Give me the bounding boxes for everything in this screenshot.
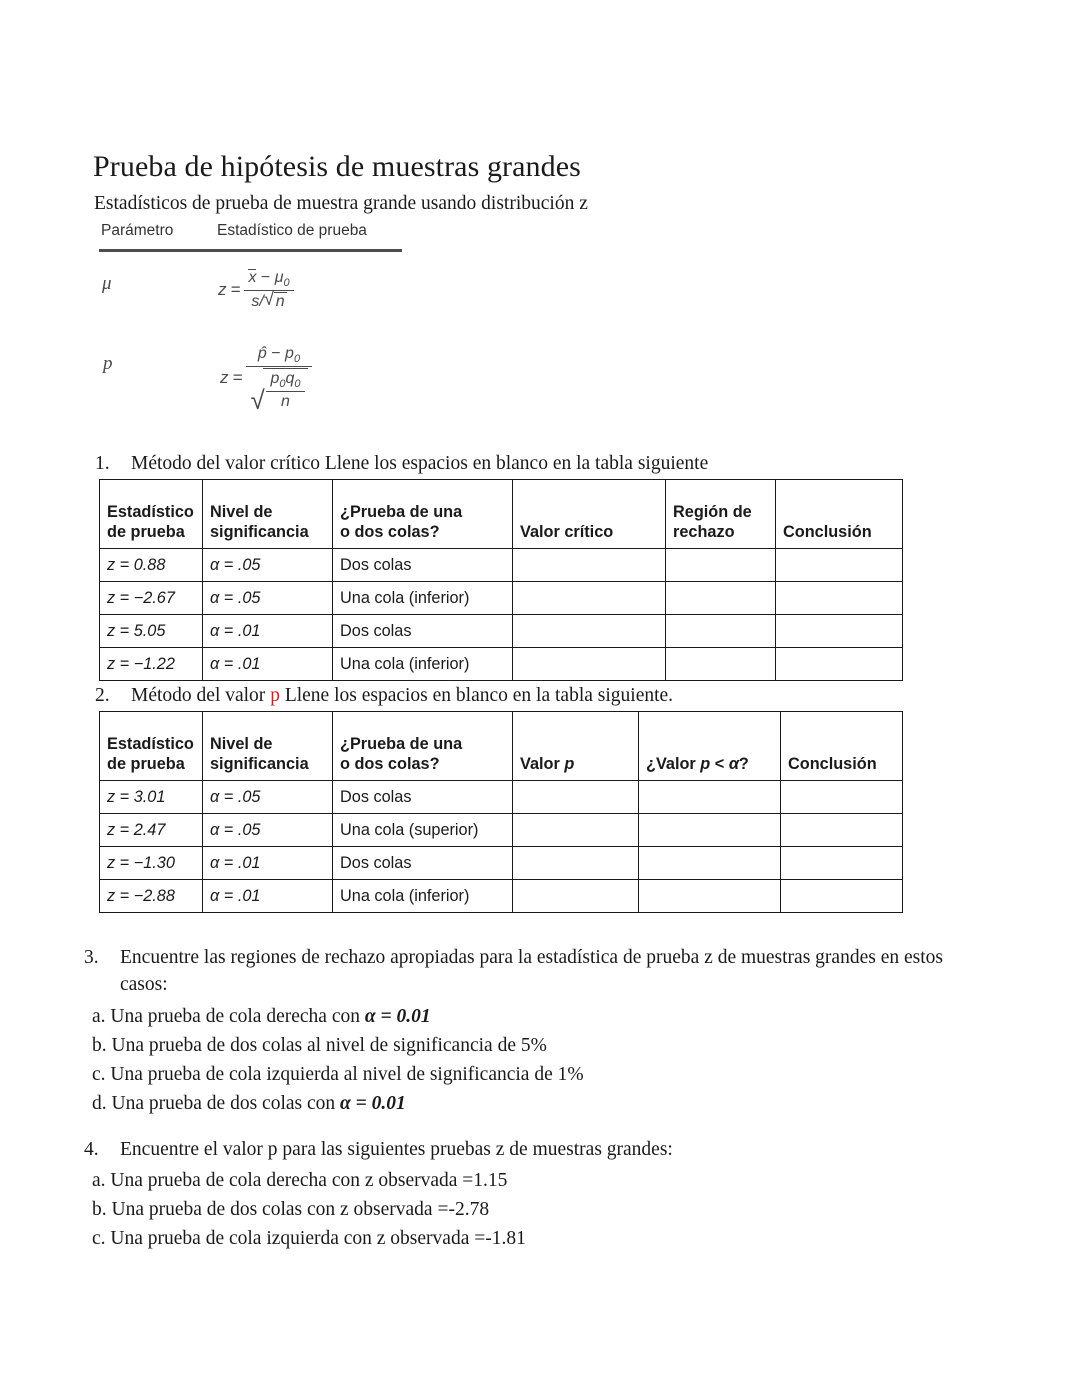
critical-value-table (99, 479, 903, 681)
sub-item-3a (92, 1003, 431, 1030)
header-line-2: de prueba (107, 523, 185, 541)
cell-critical-value[interactable] (513, 615, 666, 648)
cell-critical-value[interactable] (513, 549, 666, 582)
header-p-value (513, 712, 639, 781)
header-tails (333, 480, 513, 549)
table-row (100, 880, 903, 913)
sub-item-text: Una prueba de cola derecha con (110, 1006, 365, 1027)
header-test-statistic (100, 480, 203, 549)
header-line-2: Conclusión (783, 523, 872, 541)
p-symbol: p (285, 345, 294, 362)
header-line-2: Conclusión (788, 755, 877, 773)
sub-item-label: d. (92, 1093, 107, 1114)
item-text: Encuentre las regiones de rechazo apropiadas para la estadística de prueba z de muestras grandes en estos casos: (120, 947, 943, 995)
cell-test-statistic: z = 2.47 (100, 814, 203, 847)
formula-denominator (246, 367, 311, 416)
page-subtitle: Estadísticos de prueba de muestra grande usando distribución z (94, 193, 588, 214)
item2-text-before: Método del valor (131, 685, 271, 706)
parameter-column-header: Parámetro (101, 222, 174, 239)
sub-item-4a (92, 1167, 507, 1194)
cell-conclusion[interactable] (776, 615, 903, 648)
header-test-statistic (100, 712, 203, 781)
cell-tails: Una cola (inferior) (333, 648, 513, 681)
cell-p-less-alpha[interactable] (639, 781, 781, 814)
minus-sign: − (260, 269, 271, 286)
sub-item-label: b. (92, 1199, 107, 1220)
sub-item-text: Una prueba de cola izquierda al nivel de significancia de 1% (110, 1064, 584, 1085)
cell-conclusion[interactable] (776, 648, 903, 681)
cell-p-less-alpha[interactable] (639, 814, 781, 847)
header-line-2: Valor p (520, 755, 575, 773)
p-symbol: p (700, 755, 711, 773)
radicand-fraction (266, 370, 304, 411)
parameter-table-rule (99, 249, 402, 252)
header-critical-value (513, 480, 666, 549)
header-significance (203, 712, 333, 781)
cell-test-statistic: z = −1.22 (100, 648, 203, 681)
item-number: 2. (95, 685, 110, 706)
table-row (100, 781, 903, 814)
cell-test-statistic: z = −2.67 (100, 582, 203, 615)
header-line-1: Estadístico (107, 503, 194, 521)
sub-item-4b (92, 1196, 489, 1223)
cell-rejection-region[interactable] (666, 549, 776, 582)
cell-tails: Dos colas (333, 847, 513, 880)
cell-tails: Dos colas (333, 615, 513, 648)
cell-conclusion[interactable] (776, 582, 903, 615)
sub-item-text: Una prueba de dos colas al nivel de significancia de 5% (111, 1035, 547, 1056)
minus-sign: − (271, 345, 281, 362)
sub-item-emphasis: α = 0.01 (364, 1006, 431, 1027)
parameter-table-header (99, 222, 404, 246)
radical-sign-icon: √ (263, 289, 275, 311)
cell-significance: α = .01 (203, 615, 333, 648)
header-line-2: significancia (210, 755, 309, 773)
sub-item-label: b. (92, 1035, 107, 1056)
radical-sign-icon: √ (250, 385, 265, 416)
cell-p-value[interactable] (513, 880, 639, 913)
cell-test-statistic: z = −1.30 (100, 847, 203, 880)
item-text: Método del valor crítico Llene los espacios en blanco en la tabla siguiente (131, 453, 709, 474)
cell-test-statistic: z = 0.88 (100, 549, 203, 582)
question-item-1 (95, 450, 915, 477)
question-item-2 (95, 682, 915, 709)
cell-p-value[interactable] (513, 814, 639, 847)
header-line-2: ¿Valor p < α? (646, 755, 749, 773)
p0-symbol: p (270, 370, 280, 388)
header-rejection-region (666, 480, 776, 549)
formula-fraction (244, 269, 293, 311)
cell-rejection-region[interactable] (666, 582, 776, 615)
alpha-symbol: α (728, 755, 739, 773)
test-statistic-column-header: Estadístico de prueba (217, 222, 367, 239)
formula-z-label: z (218, 280, 227, 300)
cell-significance: α = .05 (203, 582, 333, 615)
cell-conclusion[interactable] (776, 549, 903, 582)
header-line-2: significancia (210, 523, 309, 541)
cell-significance: α = .01 (203, 648, 333, 681)
table-row (100, 814, 903, 847)
sub-item-3d (92, 1090, 406, 1117)
header-line-2: Valor crítico (520, 523, 614, 541)
formula-numerator (246, 345, 311, 367)
mu-subscript: 0 (283, 277, 290, 290)
sub-item-text: Una prueba de cola izquierda con z observada =-1.81 (110, 1228, 526, 1249)
p-subscript: 0 (293, 353, 301, 366)
header-line-1: Región de (673, 503, 752, 521)
header-line-2: de prueba (107, 755, 185, 773)
cell-conclusion[interactable] (781, 781, 903, 814)
sub-item-label: a. (92, 1006, 106, 1027)
cell-conclusion[interactable] (781, 814, 903, 847)
formula-p-z-statistic: z = p̂ − $p_0$ √ $\frac{p_0q_0}{n}$ (220, 345, 312, 411)
item-text (131, 682, 915, 709)
parameter-symbol-p: p (103, 353, 113, 374)
item-text: Encuentre el valor p para las siguientes pruebas z de muestras grandes: (120, 1139, 673, 1160)
table-row (100, 648, 903, 681)
cell-conclusion[interactable] (781, 880, 903, 913)
radicand-denominator: n (281, 393, 290, 411)
sub-item-label: a. (92, 1170, 106, 1191)
header-line-1: Nivel de (210, 735, 273, 753)
formula-mu-z-statistic: z = $x - \mu_0$ s/ √ n (218, 269, 294, 311)
cell-tails: Dos colas (333, 781, 513, 814)
item-number: 3. (84, 947, 99, 968)
cell-significance: α = .05 (203, 549, 333, 582)
cell-tails: Una cola (superior) (333, 814, 513, 847)
table-header-row (100, 712, 903, 781)
cell-significance: α = .01 (203, 847, 333, 880)
cell-test-statistic: z = 3.01 (100, 781, 203, 814)
p-hat-symbol: p̂ (257, 345, 267, 362)
item2-highlight-p: p (270, 685, 280, 706)
sub-item-3c (92, 1061, 584, 1088)
table-body (100, 549, 903, 681)
cell-conclusion[interactable] (781, 847, 903, 880)
header-conclusion (781, 712, 903, 781)
table-body (100, 781, 903, 913)
header-line-1: Estadístico (107, 735, 194, 753)
p-symbol: p (564, 755, 575, 773)
cell-test-statistic: z = −2.88 (100, 880, 203, 913)
item2-text-after: Llene los espacios en blanco en la tabla siguiente. (279, 685, 674, 706)
table-row (100, 847, 903, 880)
header-line-1: ¿Prueba de una (340, 503, 463, 521)
s-over-symbol: s/ (251, 293, 264, 311)
cell-p-value[interactable] (513, 847, 639, 880)
table-header-row (100, 480, 903, 549)
radicand (263, 368, 307, 411)
sub-item-label: c. (92, 1228, 106, 1249)
p0-subscript: 0 (279, 378, 286, 391)
cell-significance: α = .05 (203, 781, 333, 814)
q0-symbol: q (285, 370, 295, 388)
sub-item-text: Una prueba de dos colas con z observada =-2.78 (111, 1199, 490, 1220)
radicand-numerator (266, 370, 304, 392)
cell-rejection-region[interactable] (666, 615, 776, 648)
cell-critical-value[interactable] (513, 582, 666, 615)
formula-numerator (244, 269, 293, 291)
parameter-formula-table (99, 222, 404, 246)
sub-item-label: c. (92, 1064, 106, 1085)
question-item-4 (84, 1136, 994, 1163)
header-significance (203, 480, 333, 549)
table-row (100, 549, 903, 582)
cell-significance: α = .01 (203, 880, 333, 913)
sub-item-text: Una prueba de cola derecha con z observada =1.15 (110, 1170, 508, 1191)
cell-rejection-region[interactable] (666, 648, 776, 681)
header-tails (333, 712, 513, 781)
cell-test-statistic: z = 5.05 (100, 615, 203, 648)
sub-item-text: Una prueba de dos colas con (111, 1093, 341, 1114)
x-bar-symbol: x (248, 269, 257, 286)
header-line-2: o dos colas? (340, 523, 440, 541)
header-line-1: Nivel de (210, 503, 273, 521)
cell-p-less-alpha[interactable] (639, 880, 781, 913)
item-number: 4. (84, 1139, 99, 1160)
sub-item-4c (92, 1225, 526, 1252)
header-p-less-alpha (639, 712, 781, 781)
sub-item-3b (92, 1032, 547, 1059)
cell-p-less-alpha[interactable] (639, 847, 781, 880)
cell-tails: Una cola (inferior) (333, 582, 513, 615)
cell-critical-value[interactable] (513, 648, 666, 681)
table-row (100, 582, 903, 615)
question-item-3 (84, 944, 994, 998)
formula-fraction (246, 345, 311, 416)
cell-tails: Dos colas (333, 549, 513, 582)
formula-z-label: z (220, 368, 229, 388)
mu-symbol: μ (274, 269, 284, 286)
table-row (100, 615, 903, 648)
q0-subscript: 0 (294, 378, 301, 391)
item-number: 1. (95, 453, 110, 474)
cell-significance: α = .05 (203, 814, 333, 847)
page-title: Prueba de hipótesis de muestras grandes (93, 150, 581, 183)
sub-item-emphasis: α = 0.01 (340, 1093, 406, 1114)
cell-tails: Una cola (inferior) (333, 880, 513, 913)
header-conclusion (776, 480, 903, 549)
square-root-group (250, 368, 307, 416)
radicand-n: n (275, 293, 285, 311)
cell-p-value[interactable] (513, 781, 639, 814)
p-value-table (99, 711, 903, 913)
header-line-2: rechazo (673, 523, 735, 541)
header-line-2: o dos colas? (340, 755, 440, 773)
formula-denominator (244, 291, 293, 311)
parameter-symbol-mu: μ (102, 273, 112, 294)
sqrt-n (263, 289, 287, 311)
header-line-1: ¿Prueba de una (340, 735, 463, 753)
